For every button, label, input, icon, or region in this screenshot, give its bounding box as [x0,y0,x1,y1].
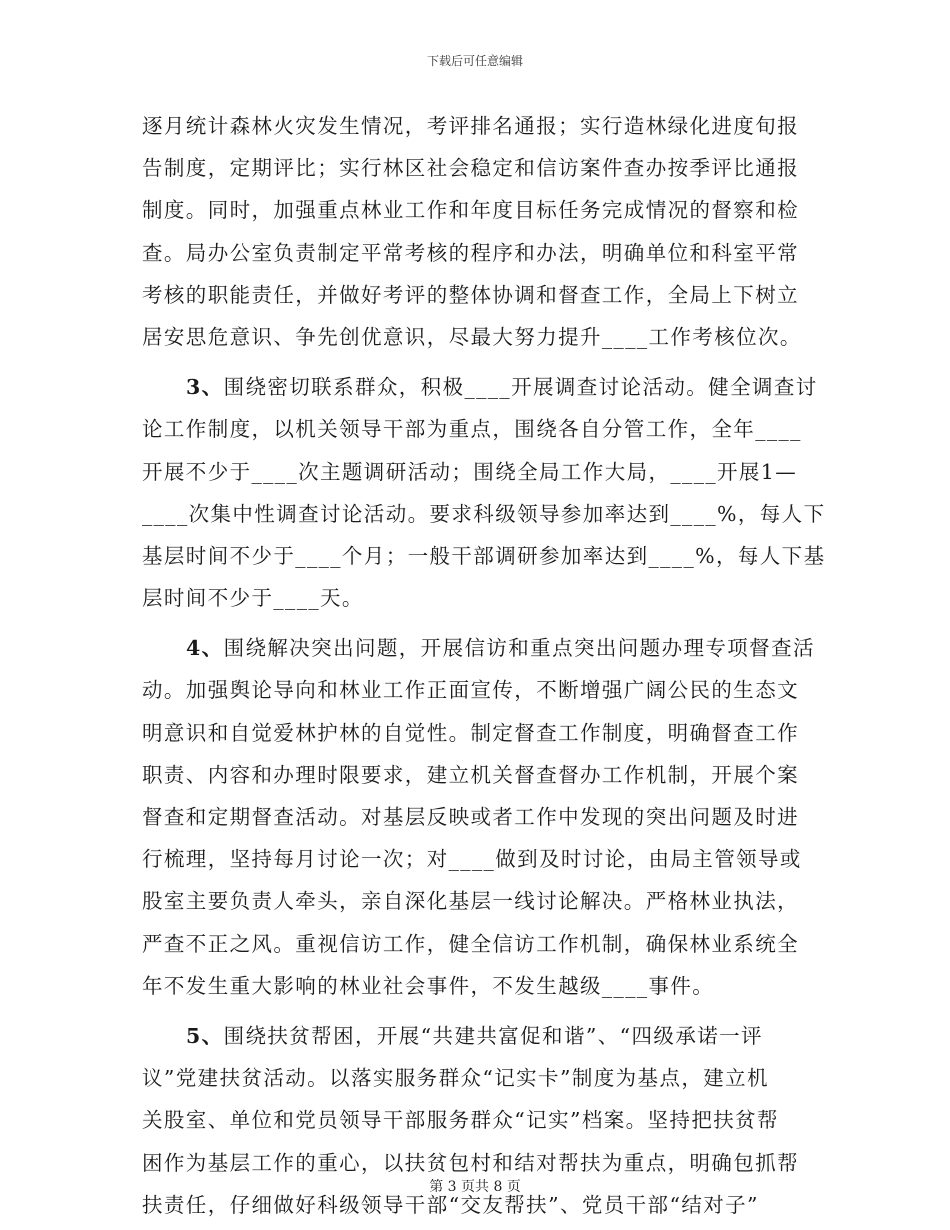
text-line: 关股室、单位和党员领导干部服务群众“记实”档案。坚持把扶贫帮 [142,1108,779,1133]
text-line: 动。加强舆论导向和林业工作正面宣传，不断增强广阔公民的生态文 [142,678,799,703]
text-line: 考核的职能责任，并做好考评的整体协调和督查工作，全局上下树立 [142,282,799,307]
text-line: 居安思危意识、争先创优意识，尽最大努力提升____工作考核位次。 [142,324,802,349]
document-body [142,105,826,1226]
text-line: 告制度，定期评比；实行林区社会稳定和信访案件查办按季评比通报 [142,156,799,181]
text-line: 制度。同时，加强重点林业工作和年度目标任务完成情况的督察和检 [142,198,799,223]
text-line: 年不发生重大影响的林业社会事件，不发生越级____事件。 [142,973,715,998]
text-line: 查。局办公室负责制定平常考核的程序和办法，明确单位和科室平常 [142,240,799,265]
item-number: 4、 [186,636,224,661]
text-line: 行梳理，坚持每月讨论一次；对____做到及时讨论，由局主管领导或 [142,847,802,872]
text-line: 议”党建扶贫活动。以落实服务群众“记实卡”制度为基点，建立机 [142,1066,769,1091]
page-header: 下载后可任意编辑 [426,54,523,68]
line-text: 围绕密切联系群众，积极____开展调查讨论活动。健全调查讨 [223,375,818,400]
line-text: 围绕解决突出问题，开展信访和重点突出问题办理专项督查活 [223,636,815,661]
text-line: 股室主要负责人牵头，亲自深化基层一线讨论解决。严格林业执法， [142,889,799,914]
item-number: 3、 [186,375,224,400]
text-line [142,366,818,408]
text-line [142,1015,807,1057]
paragraph-continuation [142,105,807,358]
text-line: 扶责任，仔细做好科级领导干部“交友帮扶”、党员干部“结对子” [142,1192,759,1217]
text-line: 层时间不少于____天。 [142,586,364,611]
text-line: 基层时间不少于____个月；一般干部调研参加率达到____%，每人下基 [142,543,826,568]
page-footer: 第 3 页共 8 页 [429,1179,521,1195]
line-text: 围绕扶贫帮困，开展“共建共富促和谐”、“四级承诺一评 [223,1023,763,1048]
paragraph-item-3 [142,366,826,619]
text-line: 职责、内容和办理时限要求，建立机关督查督办工作机制，开展个案 [142,762,799,787]
text-line: 逐月统计森林火灾发生情况，考评排名通报；实行造林绿化进度旬报 [142,114,799,138]
text-line: ____次集中性调查讨论活动。要求科级领导参加率达到____%，每人下 [142,501,826,526]
text-line: 明意识和自觉爱林护林的自觉性。制定督查工作制度，明确督查工作 [142,720,799,745]
text-line: 开展不少于____次主题调研活动；围绕全局工作大局，____开展1— [142,459,798,484]
item-number: 5、 [186,1023,224,1048]
text-line [142,627,815,669]
text-line: 困作为基层工作的重心，以扶贫包村和结对帮扶为重点，明确包抓帮 [142,1150,799,1175]
text-line: 严查不正之风。重视信访工作，健全信访工作机制，确保林业系统全 [142,931,799,956]
text-line: 论工作制度，以机关领导干部为重点，围绕各自分管工作，全年____ [142,417,802,442]
paragraph-item-4 [142,627,815,1007]
text-line: 督查和定期督查活动。对基层反映或者工作中发现的突出问题及时进 [142,805,799,829]
